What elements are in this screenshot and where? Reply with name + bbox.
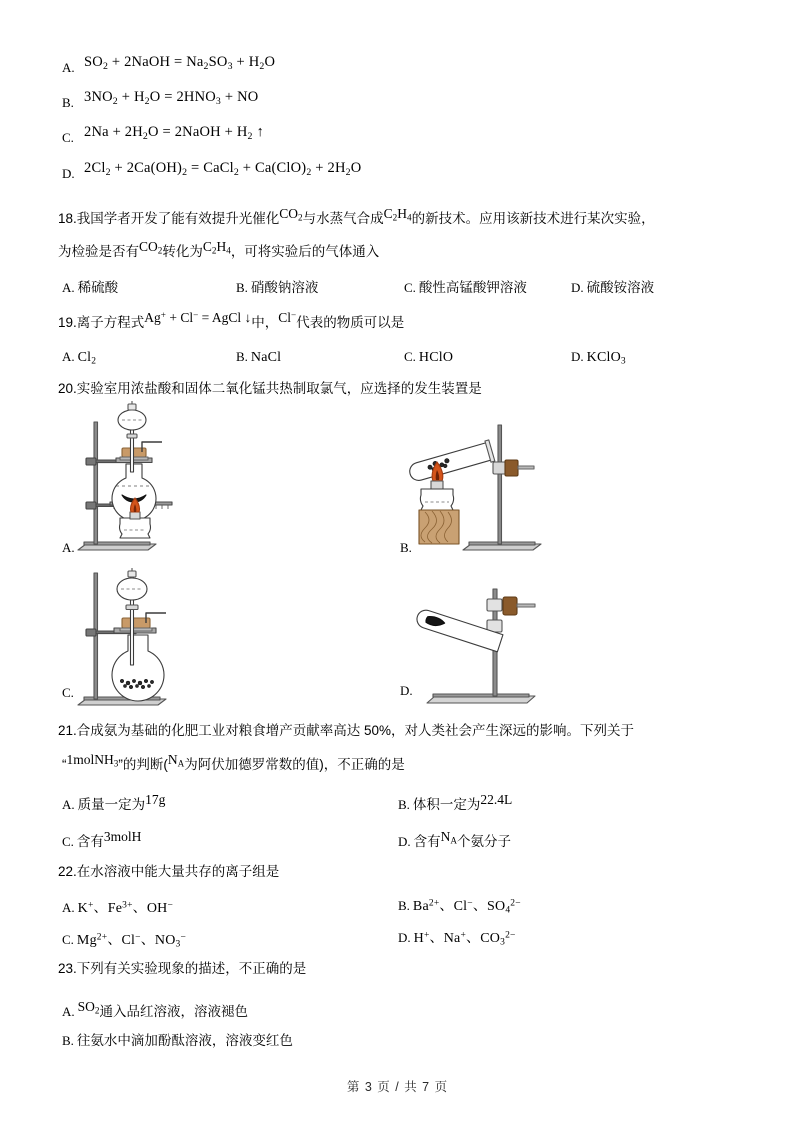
- option-prefix: 含有: [413, 834, 441, 849]
- q19-option-b[interactable]: [236, 348, 281, 366]
- q19-number: 19.: [58, 315, 77, 331]
- q21-option-b[interactable]: [398, 793, 512, 814]
- q23-text: 下列有关实验现象的描述，不正确的是: [76, 961, 307, 976]
- q20-option-a-label: A.: [62, 540, 75, 555]
- option-label: A.: [62, 797, 75, 812]
- q22-option-b[interactable]: [398, 895, 521, 916]
- option-ions: $Ba^{2+}$、Cl−、$SO_4^{2-}$: [412, 898, 521, 916]
- q22-option-d[interactable]: [398, 927, 516, 948]
- option-label: A.: [62, 900, 75, 915]
- q22-text: 在水溶液中能大量共存的离子组是: [76, 864, 280, 879]
- q19-text-a: 离子方程式: [76, 315, 145, 331]
- option-formula: KClO$_3$: [586, 350, 626, 367]
- q21-option-a[interactable]: [62, 793, 165, 814]
- q19-option-c[interactable]: [404, 348, 453, 366]
- q22-number: 22.: [58, 864, 77, 879]
- q20-figure-d: [400, 565, 615, 715]
- q22-option-c[interactable]: [62, 929, 186, 950]
- option-formula: 3molH: [103, 829, 142, 844]
- q21-stem-line1: [58, 723, 634, 739]
- option-label: A.: [62, 280, 75, 295]
- option-label: C.: [404, 280, 416, 295]
- option-equation: $2Cl_2 + 2Ca(OH)_2$ = CaCl$_2$ + $Ca(ClO)_2 + 2H_2O$: [84, 160, 362, 178]
- option-label: D.: [398, 930, 411, 945]
- q22-stem: [58, 864, 279, 880]
- option-text: 硫酸铵溶液: [586, 280, 655, 295]
- option-ions: K+、$Fe^{3+}$、OH−: [77, 900, 174, 916]
- q21-formula-na: $N_A$: [167, 752, 185, 769]
- q20-text: 实验室用浓盐酸和固体二氧化锰共热制取氯气，应选择的发生装置是: [76, 381, 482, 396]
- q21-formula-nh3: 1molNH$_3$: [66, 752, 119, 769]
- option-text: 往氨水中滴加酚酞溶液，溶液变红色: [76, 1033, 293, 1048]
- option-label: D.: [62, 166, 75, 181]
- q23-number: 23.: [58, 961, 77, 976]
- q21-text-c: 为阿伏加德罗常数的值)，不正确的是: [184, 757, 405, 772]
- option-label: A.: [62, 1004, 75, 1019]
- option-label: B.: [62, 1033, 74, 1048]
- option-formula-so2: SO2: [77, 999, 100, 1016]
- q18-option-b[interactable]: [236, 276, 318, 297]
- q17-option-a: [62, 50, 762, 76]
- option-formula: NaCl: [250, 350, 282, 365]
- q18-stem-line2: [58, 239, 380, 261]
- q21-quote-open: “: [62, 757, 67, 772]
- option-equation: $3NO_2 + H_2O = 2HNO_3$ + NO: [84, 89, 259, 107]
- q18-text-a: 我国学者开发了能有效提升光催化: [76, 211, 280, 226]
- option-label: C.: [62, 130, 74, 145]
- q20-stem: [58, 381, 482, 397]
- q19-stem: [58, 310, 405, 331]
- option-label: A.: [62, 60, 75, 75]
- q18-formula-co2-2: $CO_2$: [139, 239, 163, 256]
- q18-text-f: ，可将实验后的气体通入: [230, 244, 380, 259]
- option-prefix: 体积一定为: [412, 797, 481, 812]
- option-suffix: 个氨分子: [457, 834, 512, 849]
- option-label: D.: [571, 280, 584, 295]
- q19-option-a[interactable]: [62, 348, 96, 367]
- q20-option-d-label: D.: [400, 683, 413, 698]
- option-formula: HClO: [418, 350, 454, 365]
- option-label: D.: [571, 349, 584, 364]
- option-formula: $Cl_2$: [77, 350, 97, 367]
- option-text: 稀硫酸: [77, 280, 119, 295]
- q18-text-e: 转化为: [162, 244, 203, 259]
- q18-formula-co2: $CO_2$: [279, 206, 303, 223]
- option-equation: $2Na + 2H_2O$ = 2NaOH + $H_2$ ↑: [84, 124, 264, 142]
- option-label: B.: [236, 280, 248, 295]
- option-label: C.: [404, 349, 416, 364]
- q17-option-d: [62, 156, 762, 182]
- option-label: C.: [62, 932, 74, 947]
- q19-option-d[interactable]: [571, 348, 626, 367]
- q22-option-a[interactable]: [62, 897, 173, 917]
- q18-text-c: 的新技术。应用该新技术进行某次实验，: [411, 211, 655, 226]
- page-footer: 第 3 页 / 共 7 页: [346, 1080, 449, 1094]
- q21-number: 21.: [58, 723, 77, 738]
- q20-figure-b: [400, 400, 615, 560]
- q18-formula-c2h4: $C_2H_4$: [383, 206, 412, 223]
- option-label: C.: [62, 834, 74, 849]
- q19-text-b: 中，: [251, 315, 279, 331]
- option-label: D.: [398, 834, 411, 849]
- q21-text-b: ”的判断(: [118, 757, 168, 772]
- q21-text: 合成氨为基础的化肥工业对粮食增产贡献率高达 50%，对人类社会产生深远的影响。下列关于: [76, 723, 635, 738]
- q18-option-a[interactable]: [62, 276, 118, 297]
- option-ions: $Mg^{2+}$、Cl−、$NO_3^-$: [76, 932, 187, 950]
- q21-stem-line2: [62, 752, 405, 774]
- q20-option-b-label: B.: [400, 540, 412, 555]
- q23-stem: [58, 961, 306, 977]
- q23-option-a[interactable]: [62, 1000, 248, 1021]
- q19-text-c: 代表的物质可以是: [296, 315, 405, 331]
- q17-option-b: [62, 85, 762, 111]
- q20-figure-c: [62, 565, 270, 715]
- option-label: A.: [62, 349, 75, 364]
- q18-option-d[interactable]: [571, 276, 654, 297]
- option-formula: NA: [440, 829, 458, 846]
- q19-ionic-equation: Ag+ + Cl− = AgCl ↓: [144, 310, 252, 326]
- option-text: 硝酸钠溶液: [250, 280, 319, 295]
- q17-option-c: [62, 120, 762, 146]
- option-label: B.: [398, 797, 410, 812]
- option-text: 酸性高锰酸钾溶液: [418, 280, 527, 295]
- q18-formula-c2h4-2: $C_2H_4$: [202, 239, 231, 256]
- q20-option-c-label: C.: [62, 685, 74, 700]
- option-text: 通入品红溶液，溶液褪色: [99, 1004, 248, 1019]
- q20-figure-a: [62, 400, 270, 560]
- option-label: B.: [398, 898, 410, 913]
- q18-option-c[interactable]: [404, 276, 527, 297]
- option-equation: $SO_2$ + 2NaOH = $Na_2SO_3 + H_2O$: [84, 54, 276, 72]
- q18-text-d: 为检验是否有: [58, 244, 139, 259]
- q21-option-d[interactable]: [398, 830, 511, 851]
- option-ions: H+、Na+、$CO_3^{2-}$: [413, 930, 516, 948]
- option-formula: 22.4L: [480, 792, 513, 807]
- option-label: B.: [62, 95, 74, 110]
- q20-number: 20.: [58, 381, 77, 396]
- q21-option-c[interactable]: [62, 830, 141, 851]
- option-formula: 17g: [145, 792, 166, 807]
- option-prefix: 质量一定为: [77, 797, 146, 812]
- q19-chloride-ion: Cl−: [278, 310, 297, 326]
- q18-number: 18.: [58, 211, 77, 226]
- q18-stem-line1: [58, 206, 655, 228]
- q18-text-b: 与水蒸气合成: [302, 211, 384, 226]
- option-label: B.: [236, 349, 248, 364]
- q23-option-b[interactable]: [62, 1029, 293, 1050]
- option-prefix: 含有: [76, 834, 104, 849]
